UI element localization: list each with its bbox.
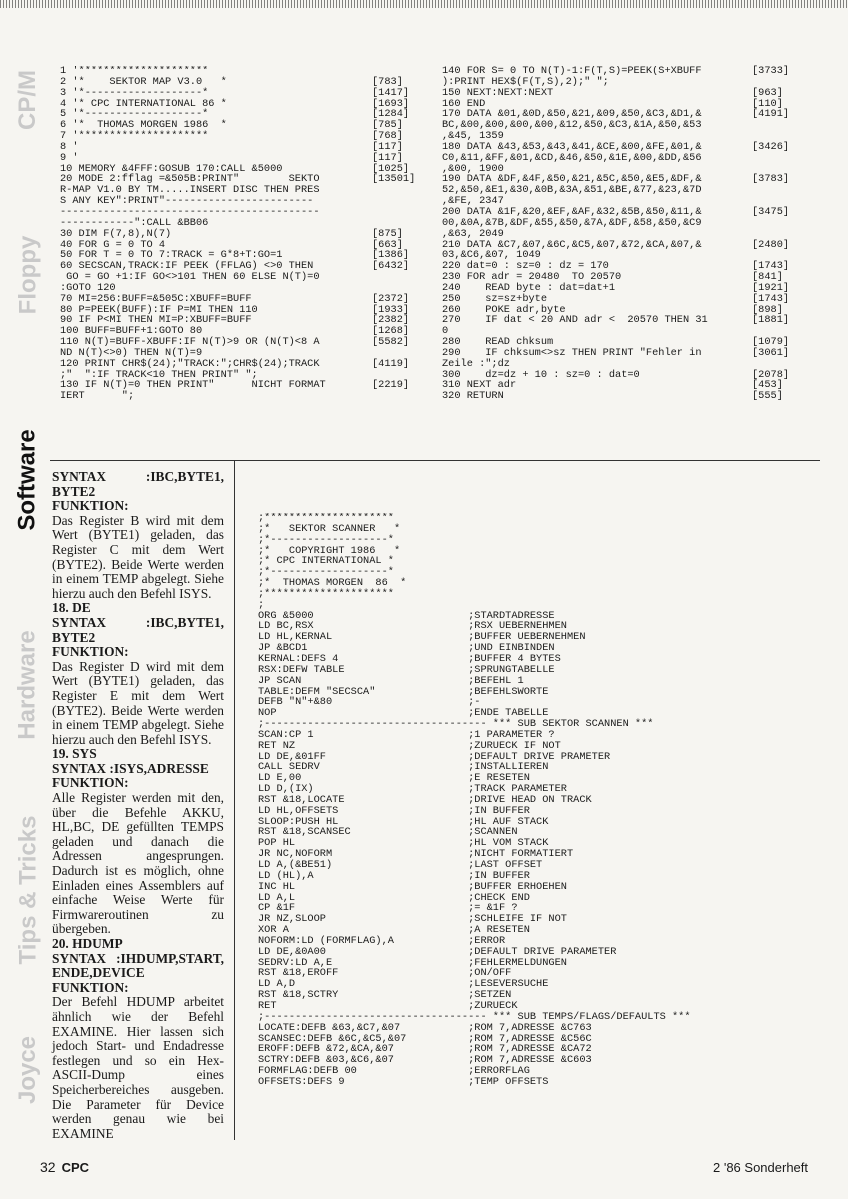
sidebar-label-hardware: Hardware xyxy=(14,630,42,740)
basic-right-line: 220 dat=0 : sz=0 : dz = 170 xyxy=(442,260,609,273)
asm-line: LD BC,RSX ;RSX UEBERNEHMEN xyxy=(258,620,567,633)
asm-line: ;------------------------------------ *** SUB SEKTOR SCANNEN *** xyxy=(258,718,654,731)
checksum-right-line: [4191] xyxy=(752,108,790,121)
basic-right-line: 210 DATA &C7,&07,&6C,&C5,&07,&72,&CA,&07,& xyxy=(442,238,702,251)
checksum-right-line: [3475] xyxy=(752,205,790,218)
basic-right-line: 320 RETURN xyxy=(442,390,504,403)
checksums-right xyxy=(752,66,816,402)
checksum-right-line xyxy=(752,218,816,229)
checksum-right-line: [555] xyxy=(752,390,783,403)
basic-left-line: 70 MI=256:BUFF=&505C:XBUFF=BUFF xyxy=(60,292,252,305)
basic-right-line: 150 NEXT:NEXT:NEXT xyxy=(442,86,554,99)
checksum-left-line xyxy=(372,196,436,207)
basic-right-line: 300 dz=dz + 10 : sz=0 : dat=0 xyxy=(442,368,640,381)
asm-line: POP HL ;HL VOM STACK xyxy=(258,837,549,850)
checksum-right-line: [963] xyxy=(752,86,783,99)
manual-heading: SYNTAX :ISYS,ADRESSE xyxy=(52,760,209,776)
sidebar-label-joyce: Joyce xyxy=(14,1035,41,1105)
checksum-right-line: [898] xyxy=(752,303,783,316)
basic-left-line: 100 BUFF=BUFF+1:GOTO 80 xyxy=(60,325,203,338)
checksum-left-line: [6432] xyxy=(372,260,410,273)
checksum-left-line xyxy=(372,207,436,218)
asm-line: CP &1F ;= &1F ? xyxy=(258,902,518,915)
basic-right-line: 230 FOR adr = 20480 TO 20570 xyxy=(442,271,622,284)
section-sidebar xyxy=(8,40,48,1150)
checksum-left-line: [1284] xyxy=(372,108,410,121)
asm-line: ;------------------------------------ *** SUB TEMPS/FLAGS/DEFAULTS *** xyxy=(258,1010,691,1023)
asm-line: FORMFLAG:DEFB 00 ;ERRORFLAG xyxy=(258,1065,530,1078)
checksums-left xyxy=(372,66,436,402)
basic-left-line: 9 ' xyxy=(60,151,79,164)
checksum-left-line: [5582] xyxy=(372,336,410,349)
basic-left-line: ------------":CALL &BB06 xyxy=(60,216,209,229)
basic-left-line: 2 '* SEKTOR MAP V3.0 * xyxy=(60,75,227,88)
basic-right-line: BC,&00,&00,&00,&00,&12,&50,&C3,&1A,&50,&53 xyxy=(442,119,702,132)
manual-heading: FUNKTION: xyxy=(52,979,129,995)
asm-line: SLOOP:PUSH HL ;HL AUF STACK xyxy=(258,815,549,828)
checksum-right-line: [1743] xyxy=(752,292,790,305)
magazine-name: CPC xyxy=(61,1160,90,1175)
checksum-right-line: [1743] xyxy=(752,260,790,273)
checksum-right-line: [2480] xyxy=(752,238,790,251)
asm-line: SCAN:CP 1 ;1 PARAMETER ? xyxy=(258,728,555,741)
basic-left-line: 20 MODE 2:fflag =&505B:PRINT" SEKTO xyxy=(60,173,320,186)
asm-line: NOP ;ENDE TABELLE xyxy=(258,707,549,720)
asm-line: LD A,(&BE51) ;LAST OFFSET xyxy=(258,859,543,871)
manual-heading: FUNKTION: xyxy=(52,644,129,660)
basic-left-line: 10 MEMORY &4FFF:GOSUB 170:CALL &5000 xyxy=(60,162,283,175)
basic-left-line: GO = GO +1:IF GO<>101 THEN 60 ELSE N(T)=0 xyxy=(60,271,320,284)
basic-right-line: 270 IF dat < 20 AND adr < 20570 THEN 31 xyxy=(442,314,708,327)
asm-line: ;* CPC INTERNATIONAL * xyxy=(258,555,394,568)
checksum-right-line: [3733] xyxy=(752,65,790,77)
asm-line: LD DE,&0A00 ;DEFAULT DRIVE PARAMETER xyxy=(258,945,617,958)
checksum-right-line: [1881] xyxy=(752,314,790,327)
manual-paragraph: Das Register B wird mit dem Wert (BYTE1) geladen, das Register C mit dem Wert (BYTE2). Beide Werte werden in einem TEMP abgelegt. Siehe hierzu auch den Befehl ISYS. xyxy=(52,512,224,601)
basic-left-line: 6 '* THOMAS MORGEN 1986 * xyxy=(60,119,227,132)
asm-line: LOCATE:DEFB &63,&C7,&07 ;ROM 7,ADRESSE &C763 xyxy=(258,1021,592,1034)
basic-left-line: 80 P=PEEK(BUFF):IF P=MI THEN 110 xyxy=(60,303,258,316)
basic-left-line: 30 DIM F(7,8),N(7) xyxy=(60,227,172,240)
basic-left-line: R-MAP V1.0 BY TM.....INSERT DISC THEN PRES xyxy=(60,184,320,197)
asm-line: SCTRY:DEFB &03,&C6,&07 ;ROM 7,ADRESSE &C603 xyxy=(258,1054,592,1067)
checksum-left-line: [783] xyxy=(372,75,403,88)
basic-right-line: 00,&0A,&7B,&DF,&55,&50,&7A,&DF,&58,&50,&C9 xyxy=(442,216,702,229)
basic-right-line: 260 POKE adr,byte xyxy=(442,303,566,316)
asm-line: JP &BCD1 ;UND EINBINDEN xyxy=(258,642,555,655)
basic-right-line: ):PRINT HEX$(F(T,S),2);" "; xyxy=(442,75,609,88)
checksum-left-line: [1417] xyxy=(372,86,410,99)
checksum-left-line: [2219] xyxy=(372,379,410,392)
footer-left xyxy=(40,1159,89,1175)
horizontal-divider xyxy=(50,460,820,461)
asm-line: ORG &5000 ;STARDTADRESSE xyxy=(258,609,555,622)
checksum-left-line: [1268] xyxy=(372,325,410,338)
checksum-left-line xyxy=(372,391,436,402)
manual-paragraph: Alle Register werden mit den, über die Befehle AKKU, HL,BC, DE gefüllten TEMPS geladen und danach die Adressen angesprungen. Dadurch ist es möglich, ohne Einladen eines Assemblers auf einfache Weise Werte für Firmwareroutinen zu übergeben. xyxy=(52,790,224,937)
sidebar-label-software: Software xyxy=(14,429,42,531)
checksum-right-line: [3426] xyxy=(752,140,790,153)
asm-line: LD (HL),A ;IN BUFFER xyxy=(258,869,530,882)
checksum-right-line: [453] xyxy=(752,379,783,392)
basic-left-line: IERT "; xyxy=(60,390,135,403)
basic-right-line: 140 FOR S= 0 TO N(T)-1:F(T,S)=PEEK(S+XBUFF xyxy=(442,66,702,77)
manual-text-column xyxy=(52,470,224,1141)
checksum-right-line: [2078] xyxy=(752,368,790,381)
asm-line: DEFB "N"+&80 ;- xyxy=(258,696,481,709)
checksum-left-line: [1025] xyxy=(372,162,410,175)
basic-left-line: ------------------------------------------ xyxy=(60,205,320,218)
asm-line: ;* THOMAS MORGEN 86 * xyxy=(258,577,407,590)
basic-right-line: ,&00, 1900 xyxy=(442,162,504,175)
manual-heading: SYNTAX :IBC,BYTE1, BYTE2 xyxy=(52,469,224,499)
asm-line: KERNAL:DEFS 4 ;BUFFER 4 BYTES xyxy=(258,652,561,665)
checksum-right-line: [3783] xyxy=(752,173,790,186)
basic-left-line: 8 ' xyxy=(60,140,79,153)
basic-right-line: ,&45, 1359 xyxy=(442,130,504,143)
basic-right-line: C0,&11,&FF,&01,&CD,&46,&50,&1E,&00,&DD,&56 xyxy=(442,151,702,164)
asm-line: RST &18,EROFF ;ON/OFF xyxy=(258,967,512,980)
checksum-left-line: [875] xyxy=(372,227,403,240)
basic-right-line: 200 DATA &1F,&20,&EF,&AF,&32,&5B,&50,&11,& xyxy=(442,205,702,218)
checksum-right-line xyxy=(752,153,816,164)
top-edge-band xyxy=(0,0,848,8)
basic-listing-left xyxy=(60,66,372,402)
asm-line: LD D,(IX) ;TRACK PARAMETER xyxy=(258,783,567,796)
basic-right-line: Zeile :";dz xyxy=(442,357,510,370)
basic-left-line: 4 '* CPC INTERNATIONAL 86 * xyxy=(60,97,227,110)
asm-line: LD HL,KERNAL ;BUFFER UEBERNEHMEN xyxy=(258,631,586,644)
manual-heading: SYNTAX :IHDUMP,START, ENDE,DEVICE xyxy=(52,950,224,981)
asm-line: JR NC,NOFORM ;NICHT FORMATIERT xyxy=(258,848,574,861)
asm-line: ;*-------------------* xyxy=(258,533,394,546)
manual-heading: FUNKTION: xyxy=(52,775,129,791)
issue-label: 2 '86 Sonderheft xyxy=(713,1160,808,1175)
asm-line: LD A,D ;LESEVERSUCHE xyxy=(258,978,549,991)
basic-right-line: 310 NEXT adr xyxy=(442,379,517,392)
checksum-left-line: [785] xyxy=(372,119,403,132)
basic-left-line: 1 '********************* xyxy=(60,66,209,77)
manual-heading: 20. HDUMP xyxy=(52,936,123,951)
checksum-left-line: [1693] xyxy=(372,97,410,110)
page-number: 32 xyxy=(40,1159,56,1175)
asm-line: RSX:DEFW TABLE ;SPRUNGTABELLE xyxy=(258,663,555,676)
basic-right-line: 170 DATA &01,&0D,&50,&21,&09,&50,&C3,&D1,& xyxy=(442,108,702,121)
basic-left-line: 50 FOR T = 0 TO 7:TRACK = G*8+T:GO=1 xyxy=(60,249,283,262)
asm-line: RST &18,SCTRY ;SETZEN xyxy=(258,989,512,1002)
asm-line: ;* SEKTOR SCANNER * xyxy=(258,522,401,535)
asm-line: LD HL,OFFSETS ;IN BUFFER xyxy=(258,804,530,817)
checksum-left-line: [768] xyxy=(372,130,403,143)
basic-right-line: 250 sz=sz+byte xyxy=(442,292,548,305)
basic-right-line: 03,&C6,&07, 1049 xyxy=(442,249,541,262)
asm-line: ; xyxy=(258,598,265,611)
checksum-left-line: [1933] xyxy=(372,303,410,316)
checksum-right-line: [841] xyxy=(752,271,783,284)
asm-line: SEDRV:LD A,E ;FEHLERMELDUNGEN xyxy=(258,956,567,969)
asm-line: CALL SEDRV ;INSTALLIEREN xyxy=(258,761,549,774)
asm-line: ;********************* xyxy=(258,513,394,524)
basic-left-line: ;" ":IF TRACK<10 THEN PRINT" "; xyxy=(60,368,258,381)
basic-listing-right xyxy=(442,66,754,402)
basic-right-line: 290 IF chksum<>sz THEN PRINT "Fehler in xyxy=(442,346,702,359)
checksum-left-line: [4119] xyxy=(372,357,410,370)
basic-right-line: 180 DATA &43,&53,&43,&41,&CE,&00,&FE,&01,& xyxy=(442,140,702,153)
checksum-left-line: [1386] xyxy=(372,249,410,262)
asm-line: INC HL ;BUFFER ERHOEHEN xyxy=(258,880,567,893)
basic-right-line: 0 xyxy=(442,325,449,338)
asm-line: RET NZ ;ZURUECK IF NOT xyxy=(258,739,561,752)
sidebar-label-floppy: Floppy xyxy=(14,235,41,315)
basic-left-line: 5 '*-------------------* xyxy=(60,108,209,121)
asm-line: RST &18,SCANSEC ;SCANNEN xyxy=(258,826,518,839)
basic-right-line: 52,&50,&E1,&30,&0B,&3A,&51,&BE,&77,&23,&7D xyxy=(442,184,702,197)
asm-line: ;* COPYRIGHT 1986 * xyxy=(258,544,401,557)
checksum-right-line xyxy=(752,120,816,131)
basic-right-line: 160 END xyxy=(442,97,486,110)
asm-line: JP SCAN ;BEFEHL 1 xyxy=(258,674,524,687)
asm-line: LD DE,&01FF ;DEFAULT DRIVE PRAMETER xyxy=(258,750,611,763)
checksum-left-line: [13501] xyxy=(372,173,416,186)
basic-left-line: 7 '********************* xyxy=(60,130,209,143)
checksum-left-line: [117] xyxy=(372,140,403,153)
basic-left-line: S ANY KEY":PRINT"------------------------ xyxy=(60,195,314,208)
asm-line: NOFORM:LD (FORMFLAG),A ;ERROR xyxy=(258,934,506,947)
basic-left-line: 3 '*-------------------* xyxy=(60,86,209,99)
asm-line: SCANSEC:DEFB &6C,&C5,&07 ;ROM 7,ADRESSE &C56C xyxy=(258,1032,592,1045)
checksum-left-line: [117] xyxy=(372,151,403,164)
basic-right-line: ,&FE, 2347 xyxy=(442,195,504,208)
vertical-divider xyxy=(234,460,235,1140)
basic-left-line: 90 IF P<MI THEN MI=P:XBUFF=BUFF xyxy=(60,314,252,327)
asm-line: ;********************* xyxy=(258,587,394,600)
checksum-right-line: [1079] xyxy=(752,336,790,349)
asm-line: ;*-------------------* xyxy=(258,566,394,579)
asm-line: LD E,00 ;E RESETEN xyxy=(258,772,530,785)
asm-line: EROFF:DEFB &72,&CA,&07 ;ROM 7,ADRESSE &CA72 xyxy=(258,1043,592,1056)
basic-left-line: 40 FOR G = 0 TO 4 xyxy=(60,238,166,251)
manual-heading: FUNKTION: xyxy=(52,498,129,514)
manual-paragraph: Das Register D wird mit dem Wert (BYTE1) geladen, das Register E mit dem Wert (BYTE2). Beide Werte werden in einem TEMP abgelegt. Siehe hierzu auch den Befehl ISYS. xyxy=(52,658,224,747)
basic-left-line: ND N(T)<>0) THEN N(T)=9 xyxy=(60,346,203,359)
checksum-right-line xyxy=(752,229,816,240)
asm-line: RET ;ZURUECK xyxy=(258,999,518,1012)
manual-heading: 19. SYS xyxy=(52,746,97,762)
checksum-left-line: [663] xyxy=(372,238,403,251)
checksum-left-line xyxy=(372,272,436,283)
checksum-right-line: [1921] xyxy=(752,281,790,294)
basic-left-line: :GOTO 120 xyxy=(60,281,116,294)
basic-left-line: 60 SECSCAN,TRACK:IF PEEK (FFLAG) <>0 THEN xyxy=(60,260,314,273)
checksum-left-line: [2382] xyxy=(372,314,410,327)
sidebar-label-tips-tricks: Tips & Tricks xyxy=(14,815,41,965)
basic-right-line: 190 DATA &DF,&4F,&50,&21,&5C,&50,&E5,&DF,& xyxy=(442,173,702,186)
asm-line: OFFSETS:DEFS 9 ;TEMP OFFSETS xyxy=(258,1075,549,1088)
checksum-left-line xyxy=(372,185,436,196)
checksum-right-line xyxy=(752,359,816,370)
asm-line: LD A,L ;CHECK END xyxy=(258,891,530,904)
checksum-right-line xyxy=(752,185,816,196)
checksum-left-line: [2372] xyxy=(372,292,410,305)
manual-paragraph: Der Befehl HDUMP arbeitet ähnlich wie der Befehl EXAMINE. Hier lassen sich jedoch Start- und Endadresse festlegen und so ein Hex-ASCII-Dump eines Speicherbereiches ausgeben. Die Parameter für Device werden genau wie bei EXAMINE xyxy=(52,994,224,1141)
checksum-right-line: [110] xyxy=(752,97,783,110)
manual-heading: SYNTAX :IBC,BYTE1, BYTE2 xyxy=(52,614,224,645)
asm-line: TABLE:DEFM "SECSCA" ;BEFEHLSWORTE xyxy=(258,685,549,698)
basic-left-line: 110 N(T)=BUFF-XBUFF:IF N(T)>9 OR (N(T)<8 A xyxy=(60,336,320,349)
basic-right-line: ,&63, 2049 xyxy=(442,227,504,240)
asm-line: JR NZ,SLOOP ;SCHLEIFE IF NOT xyxy=(258,913,567,926)
basic-right-line: 280 READ chksum xyxy=(442,336,554,349)
basic-left-line: 130 IF N(T)=0 THEN PRINT" NICHT FORMAT xyxy=(60,379,326,392)
asm-listing xyxy=(258,513,820,1088)
manual-heading: 18. DE xyxy=(52,600,91,616)
basic-left-line: 120 PRINT CHR$(24);"TRACK:";CHR$(24);TRACK xyxy=(60,357,320,370)
checksum-right-line: [3061] xyxy=(752,346,790,359)
asm-line: RST &18,LOCATE ;DRIVE HEAD ON TRACK xyxy=(258,793,592,806)
asm-line: XOR A ;A RESETEN xyxy=(258,924,530,937)
basic-right-line: 240 READ byte : dat=dat+1 xyxy=(442,281,616,294)
sidebar-label-cp-m: CP/M xyxy=(14,70,41,130)
